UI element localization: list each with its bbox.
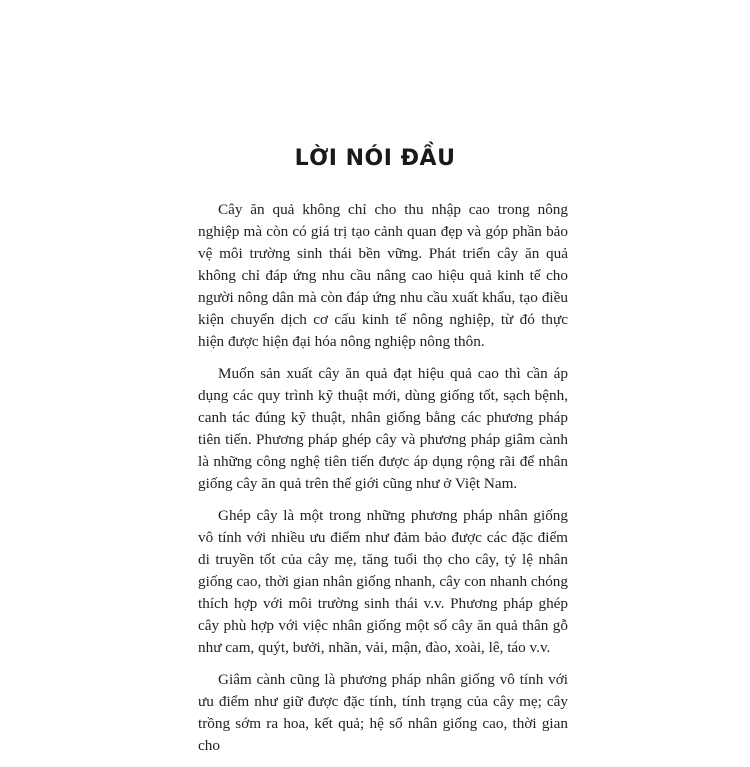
page-title: LỜI NÓI ĐẦU — [294, 146, 456, 171]
paragraph-3: Ghép cây là một trong những phương pháp nhân giống vô tính với nhiều ưu điểm như đảm bảo được các đặc điểm di truyền tốt của cây mẹ, tăng tuổi thọ cho cây, tỷ lệ nhân giống cao, thời gian nhân giống nhanh, cây con nhanh chóng thích hợp với môi trường sinh thái v.v. Phương pháp ghép cây phù hợp với việc nhân giống một số cây ăn quả thân gỗ như cam, quýt, bưởi, nhãn, vải, mận, đào, xoài, lê, táo v.v. — [198, 507, 568, 656]
paragraph-1: Cây ăn quả không chỉ cho thu nhập cao trong nông nghiệp mà còn có giá trị tạo cảnh quan đẹp và góp phần bảo vệ môi trường sinh thái bền vững. Phát triển cây ăn quả không chỉ đáp ứng nhu cầu nâng cao hiệu quả kinh tế cho người nông dân mà còn đáp ứng nhu cầu xuất khẩu, tạo điều kiện chuyển dịch cơ cấu kinh tế nông nghiệp, từ đó thực hiện được hiện đại hóa nông nghiệp nông thôn. — [198, 201, 568, 350]
paragraph-2: Muốn sản xuất cây ăn quả đạt hiệu quả cao thì cần áp dụng các quy trình kỹ thuật mới, dùng giống tốt, sạch bệnh, canh tác đúng kỹ thuật, nhân giống bằng các phương pháp tiên tiến. Phương pháp ghép cây và phương pháp giâm cành là những công nghệ tiên tiến được áp dụng rộng rãi để nhân giống cây ăn quả trên thế giới cũng như ở Việt Nam. — [198, 365, 568, 492]
body-text — [198, 199, 568, 767]
paragraph-4: Giâm cành cũng là phương pháp nhân giống vô tính với ưu điểm như giữ được đặc tính, tính trạng của cây mẹ; cây trồng sớm ra hoa, kết quả; hệ số nhân giống cao, thời gian cho — [198, 671, 568, 754]
